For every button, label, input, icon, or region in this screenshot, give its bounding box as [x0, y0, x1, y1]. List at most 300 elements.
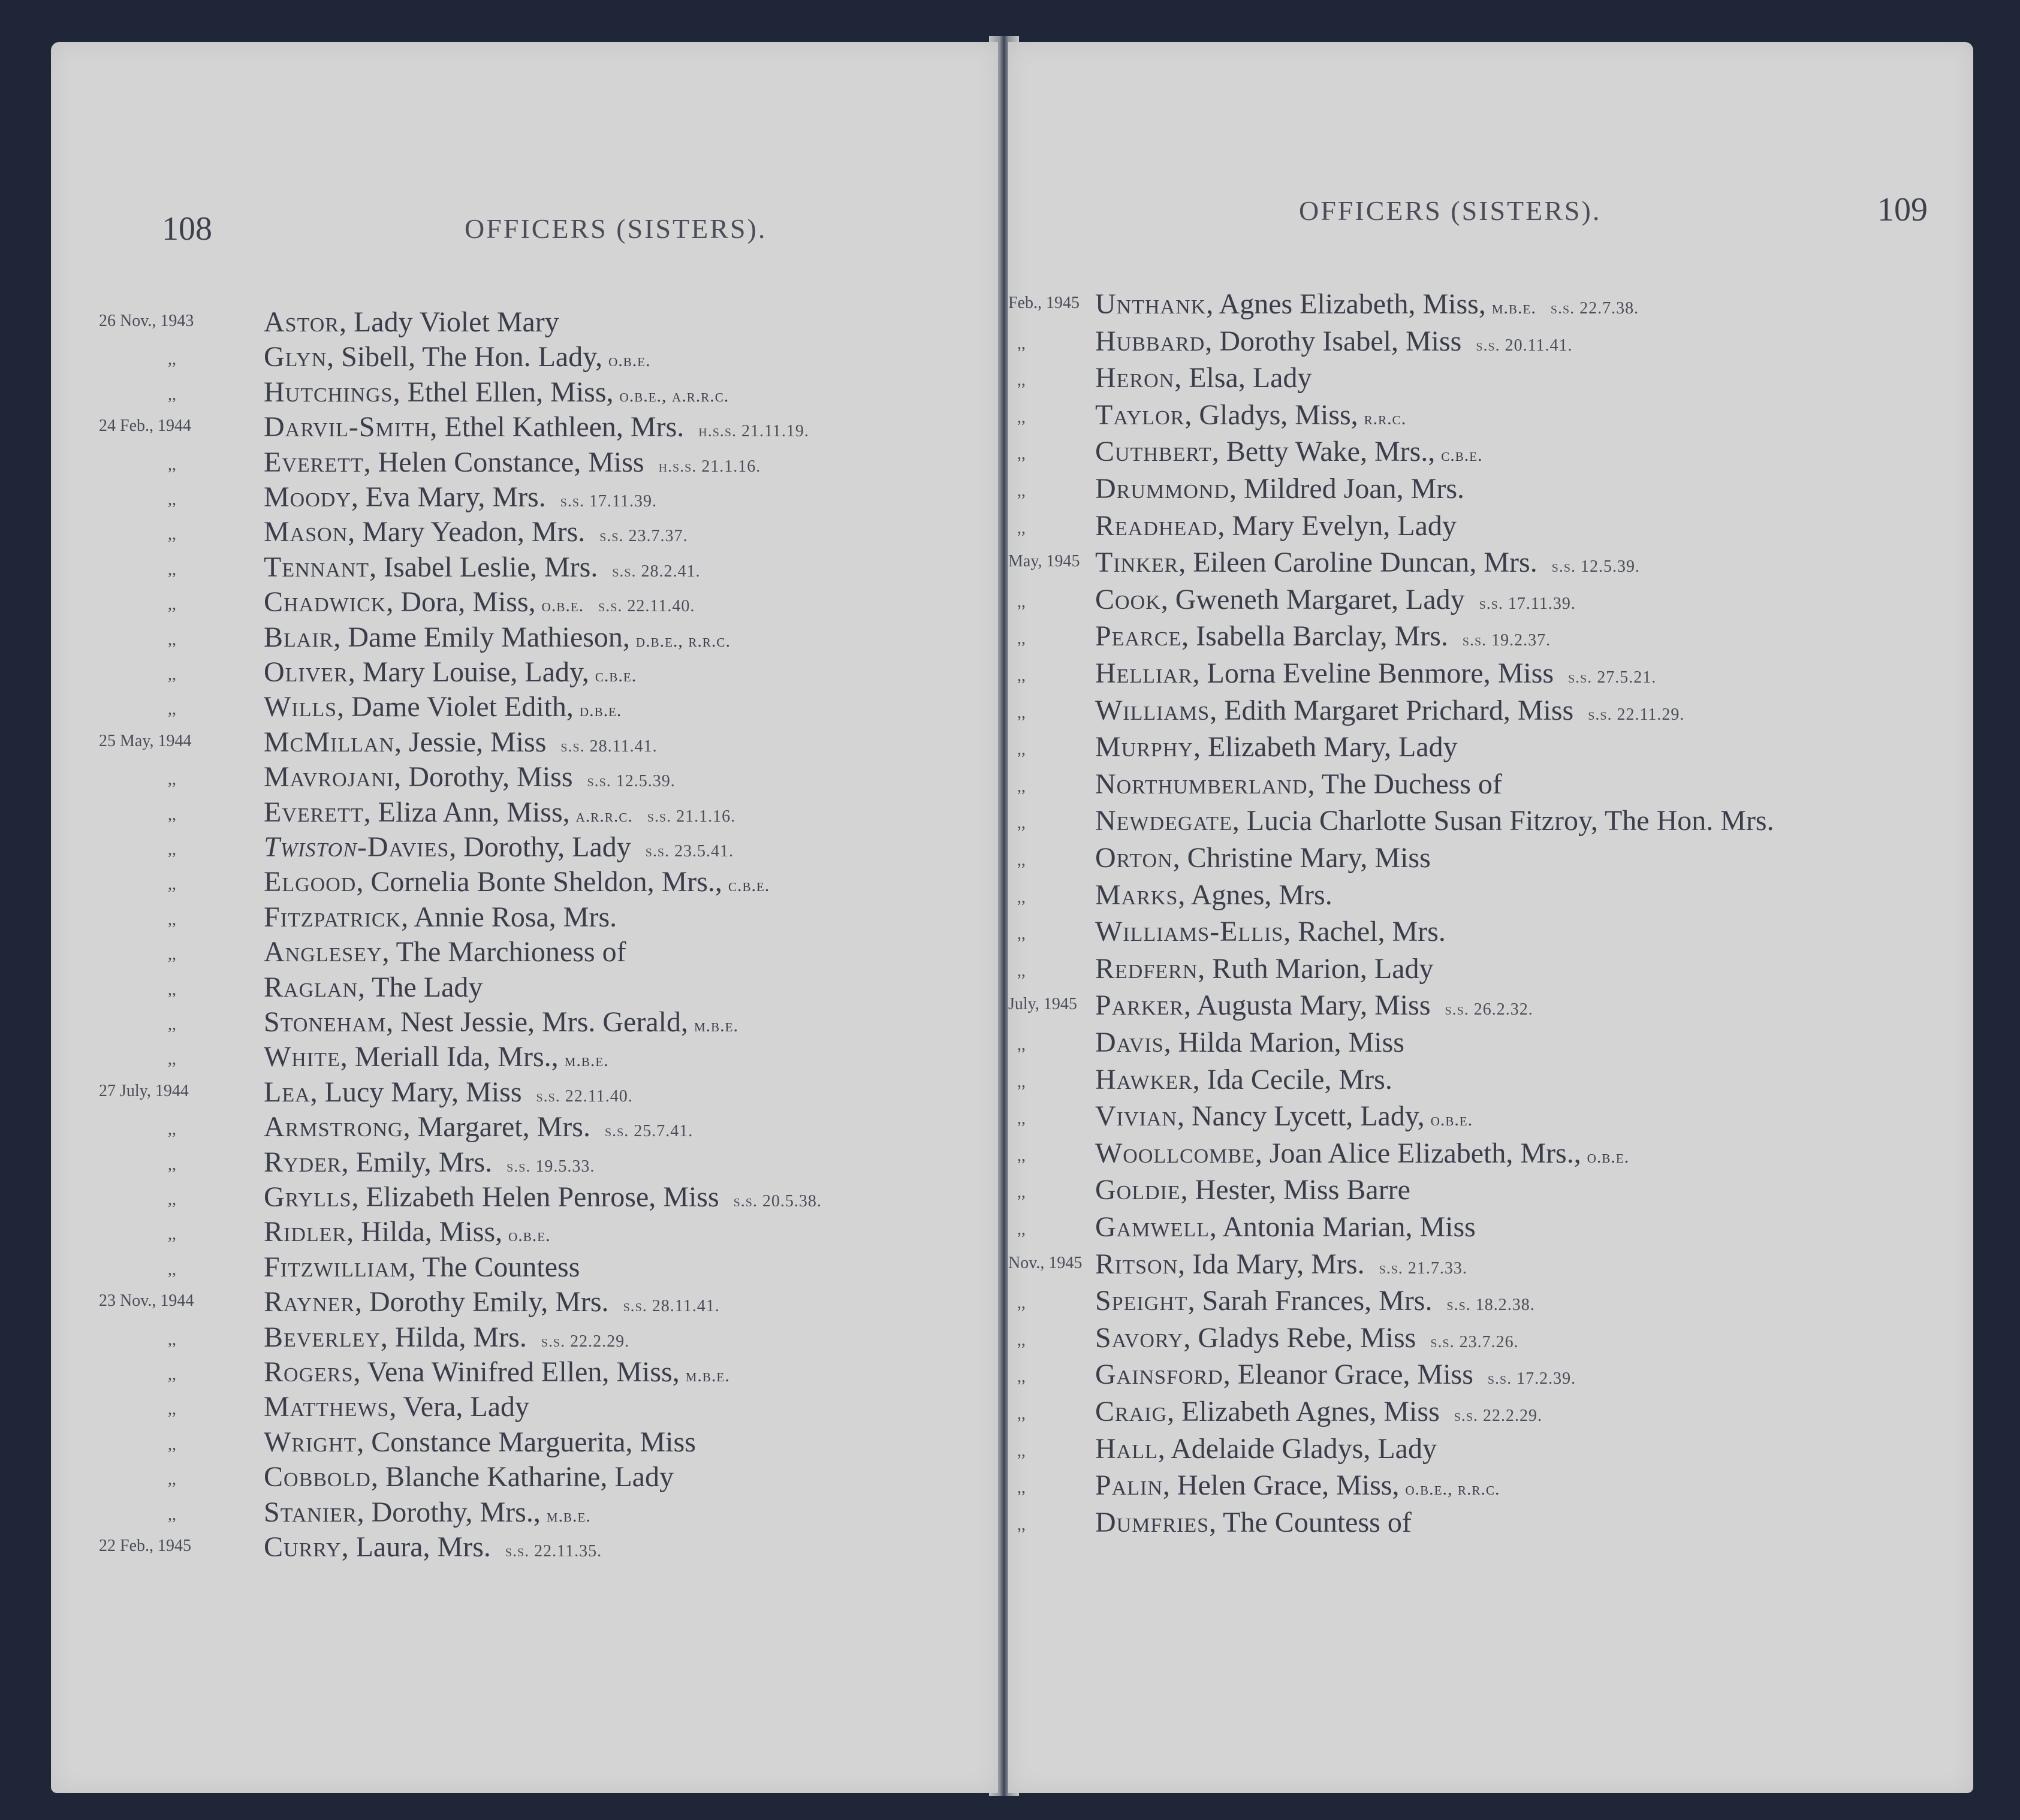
entry-name [264, 1496, 591, 1529]
entry-name [264, 515, 688, 548]
entry-name [264, 1531, 602, 1564]
entry-given-names: , Dorothy Emily, Mrs. [355, 1286, 609, 1318]
entry-given-names: , Gladys Rebe, Miss [1183, 1321, 1416, 1354]
entry-surname: Lea [264, 1076, 310, 1108]
entry-given-names: , Lady Violet Mary [339, 306, 559, 338]
entry-service-date: s.s. 28.11.41. [623, 1297, 720, 1316]
entry-date: ,, [168, 875, 176, 894]
entry-date: ,, [1017, 814, 1026, 833]
entry-date: ,, [168, 945, 176, 964]
entry-date: ,, [168, 1190, 176, 1209]
entry-date: ,, [168, 1260, 176, 1279]
entry-given-names: , The Duchess of [1307, 768, 1502, 800]
page-number: 108 [162, 210, 212, 248]
entry-service-date: s.s. 22.11.35. [505, 1542, 602, 1561]
entry-date: ,, [1017, 445, 1026, 464]
entry-name [264, 1321, 629, 1354]
entry-surname: Matthews [264, 1391, 390, 1423]
entry-given-names: , Dorothy Isabel, Miss [1205, 325, 1462, 357]
entry-given-names: , Eleanor Grace, Miss [1223, 1359, 1473, 1391]
entry-date: ,, [168, 350, 176, 369]
entry-name [1095, 1026, 1404, 1059]
entry-date: July, 1945 [1008, 995, 1077, 1014]
entry-name [1095, 620, 1551, 653]
entry-name [264, 1460, 674, 1493]
entry-honours: d.b.e. [579, 701, 622, 721]
entry-name [264, 1215, 551, 1248]
entry-surname: Savory [1095, 1321, 1184, 1354]
entry-honours: d.b.e., r.r.c. [635, 630, 731, 651]
entry-given-names: , Annie Rosa, Mrs. [401, 901, 617, 933]
entry-surname: Curry [264, 1531, 342, 1563]
entry-given-names: , Gladys, Miss, [1184, 399, 1358, 431]
entry-surname: Gamwell [1095, 1211, 1210, 1243]
entry-surname: Newdegate [1095, 805, 1232, 837]
entry-date: ,, [1017, 482, 1026, 500]
entry-list [1008, 42, 1973, 1793]
entry-given-names: , Dorothy, Miss [394, 761, 573, 793]
entry-service-date: s.s. 23.5.41. [645, 842, 734, 861]
entry-name [1095, 1395, 1542, 1428]
entry-service-date: s.s. 21.1.16. [647, 807, 736, 826]
entry-given-names: , Jessie, Miss [394, 726, 547, 758]
entry-given-names: , Ida Cecile, Mrs. [1192, 1063, 1392, 1095]
entry-service-date: s.s. 28.2.41. [612, 562, 701, 581]
entry-name [264, 376, 729, 409]
entry-honours: m.b.e. [564, 1051, 609, 1071]
entry-surname: Moody [264, 481, 351, 513]
entry-surname: Cuthbert [1095, 436, 1212, 468]
entry-date: ,, [1017, 961, 1026, 980]
entry-given-names: , Gweneth Margaret, Lady [1160, 583, 1465, 615]
entry-service-date: h.s.s. 21.1.16. [658, 457, 761, 476]
entry-service-date: s.s. 25.7.41. [604, 1122, 694, 1141]
entry-surname: Blair [264, 621, 334, 653]
entry-service-date: s.s. 12.5.39. [587, 772, 676, 791]
entry-surname: White [264, 1041, 340, 1073]
entry-name [264, 621, 731, 654]
entry-surname: Rayner [264, 1286, 355, 1318]
entry-surname: Wills [264, 691, 337, 723]
entry-surname: Armstrong [264, 1111, 403, 1143]
entry-given-names: , Margaret, Mrs. [403, 1111, 590, 1143]
entry-given-names: , Dorothy, Lady [449, 831, 631, 863]
entry-name [1095, 399, 1406, 431]
entry-name [1095, 1469, 1500, 1502]
entry-given-names: , Hilda, Mrs. [380, 1321, 527, 1353]
entry-honours: o.b.e. [1587, 1146, 1630, 1167]
entry-date: ,, [1017, 1072, 1026, 1091]
entry-service-date: s.s. 22.11.29. [1588, 705, 1685, 724]
entry-date: ,, [1017, 1515, 1026, 1534]
entry-given-names: , Laura, Mrs. [341, 1531, 491, 1563]
entry-surname: Davis [1095, 1027, 1164, 1058]
entry-surname: Williams [1095, 694, 1210, 726]
entry-surname: Hall [1095, 1432, 1158, 1465]
entry-name [1095, 435, 1483, 468]
entry-surname: Mavrojani [264, 761, 394, 793]
entry-date: ,, [168, 560, 176, 579]
entry-date: ,, [168, 700, 176, 719]
entry-date: ,, [1017, 666, 1026, 685]
entry-date: ,, [1017, 1109, 1026, 1128]
entry-date: ,, [168, 980, 176, 999]
entry-name [264, 1356, 730, 1389]
entry-row [51, 936, 998, 977]
entry-date: ,, [1017, 925, 1026, 944]
entry-given-names: , Meriall Ida, Mrs., [340, 1041, 559, 1073]
entry-honours: o.b.e. [608, 351, 651, 371]
entry-surname: Cobbold [264, 1461, 371, 1493]
entry-honours: m.b.e. [1491, 298, 1536, 318]
entry-date: Feb., 1945 [1008, 294, 1080, 312]
page-number: 109 [1877, 191, 1928, 228]
entry-given-names: , Mary Louise, Lady, [348, 656, 589, 688]
entry-given-names: , Joan Alice Elizabeth, Mrs., [1255, 1137, 1581, 1169]
entry-honours: r.r.c. [1364, 408, 1407, 428]
entry-surname: Speight [1095, 1285, 1188, 1317]
entry-service-date: s.s. 22.7.38. [1550, 299, 1639, 318]
entry-date: ,, [168, 840, 176, 859]
entry-name [264, 481, 657, 514]
entry-date: ,, [1017, 1330, 1026, 1350]
entry-date: ,, [168, 1505, 176, 1524]
entry-name [264, 1251, 580, 1284]
entry-name [264, 1110, 693, 1143]
entry-name [264, 1076, 633, 1109]
entry-date: ,, [1017, 371, 1026, 390]
entry-name [1095, 841, 1431, 874]
entry-service-date: s.s. 19.2.37. [1462, 631, 1551, 650]
entry-given-names: , Nest Jessie, Mrs. Gerald, [386, 1006, 688, 1038]
entry-name [1095, 1173, 1410, 1206]
entry-given-names: , Ida Mary, Mrs. [1178, 1248, 1365, 1280]
entry-name [1095, 325, 1573, 358]
entry-given-names: , The Countess [408, 1251, 580, 1283]
entry-date: Nov., 1945 [1008, 1253, 1083, 1272]
entry-surname: Stoneham [264, 1006, 387, 1038]
entry-date: ,, [168, 1330, 176, 1349]
entry-surname: Drummond [1095, 473, 1230, 505]
entry-date: ,, [1017, 1368, 1026, 1387]
entry-name [264, 971, 483, 1004]
entry-row [1008, 1506, 1973, 1548]
entry-surname: Chadwick [264, 586, 387, 618]
entry-given-names: , Hilda Marion, Miss [1163, 1027, 1404, 1058]
entry-name [1095, 989, 1533, 1022]
entry-name [264, 1285, 720, 1318]
entry-name [1095, 1358, 1576, 1391]
entry-surname: Anglesey [264, 936, 382, 968]
entry-given-names: , Lucy Mary, Miss [310, 1076, 522, 1108]
entry-given-names: , Rachel, Mrs. [1283, 916, 1446, 948]
entry-name [264, 831, 734, 864]
entry-honours: c.b.e. [595, 666, 637, 686]
entry-surname-suffix: -Davies [357, 831, 450, 863]
entry-given-names: , Ruth Marion, Lady [1198, 952, 1434, 985]
entry-surname: Twiston [264, 831, 357, 863]
entry-service-date: s.s. 23.7.26. [1430, 1332, 1519, 1351]
entry-date: ,, [168, 630, 176, 649]
entry-name [1095, 1248, 1467, 1281]
entry-date: ,, [1017, 1478, 1026, 1498]
entry-surname: Stanier [264, 1496, 357, 1528]
entry-surname: Northumberland [1095, 768, 1308, 800]
entry-name [1095, 546, 1640, 579]
entry-surname: Ryder [264, 1146, 342, 1178]
entry-date: 24 Feb., 1944 [99, 416, 191, 436]
entry-name [1095, 915, 1446, 948]
entry-name [264, 585, 695, 618]
entry-name [1095, 1321, 1519, 1354]
entry-surname: Readhead [1095, 509, 1218, 542]
entry-date: ,, [1017, 1036, 1026, 1054]
entry-given-names: , Elsa, Lady [1174, 362, 1312, 394]
entry-service-date: s.s. 28.11.41. [560, 737, 658, 756]
entry-service-date: s.s. 20.5.38. [733, 1192, 822, 1211]
entry-service-date: s.s. 17.11.39. [560, 492, 657, 511]
entry-name [264, 1390, 529, 1423]
entry-given-names: , Agnes Elizabeth, Miss, [1206, 288, 1486, 320]
entry-given-names: , Dame Violet Edith, [337, 691, 574, 723]
entry-date: 22 Feb., 1945 [99, 1537, 191, 1555]
entry-surname: Tinker [1095, 547, 1179, 579]
entry-service-date: s.s. 17.2.39. [1487, 1369, 1576, 1389]
entry-surname: McMillan [264, 726, 395, 758]
entry-given-names: , Ethel Ellen, Miss, [393, 376, 614, 408]
entry-name [264, 446, 761, 479]
entry-name [264, 1146, 595, 1179]
entry-surname: Pearce [1095, 620, 1182, 653]
entry-given-names: , Elizabeth Agnes, Miss [1167, 1396, 1440, 1427]
entry-given-names: , The Lady [358, 971, 483, 1003]
entry-given-names: , Hester, Miss Barre [1180, 1174, 1410, 1206]
entry-surname: Hubbard [1095, 325, 1205, 357]
entry-given-names: , Vena Winifred Ellen, Miss, [353, 1356, 680, 1388]
entry-surname: Unthank [1095, 288, 1207, 320]
entry-date: ,, [168, 1365, 176, 1384]
entry-name [264, 306, 559, 339]
entry-date: ,, [1017, 1405, 1026, 1423]
entry-service-date: s.s. 18.2.38. [1446, 1296, 1535, 1315]
entry-given-names: , Elizabeth Helen Penrose, Miss [351, 1181, 719, 1213]
entry-surname: Beverley [264, 1321, 381, 1353]
entry-service-date: s.s. 27.5.21. [1568, 668, 1657, 687]
entry-surname: Elgood [264, 866, 357, 898]
entry-surname: Tennant [264, 551, 370, 583]
left-page [51, 42, 998, 1793]
entry-surname: Hawker [1095, 1063, 1193, 1095]
entry-given-names: , Betty Wake, Mrs., [1211, 436, 1436, 468]
entry-name [1095, 1063, 1392, 1096]
entry-name [1095, 509, 1457, 542]
entry-date: ,, [168, 1225, 176, 1244]
entry-name [264, 796, 735, 829]
entry-given-names: , Vera, Lady [389, 1391, 530, 1423]
entry-given-names: , Dorothy, Mrs., [357, 1496, 541, 1528]
entry-date: ,, [168, 770, 176, 789]
entry-date: ,, [168, 1400, 176, 1419]
entry-surname: Glyn [264, 341, 327, 373]
entry-date: ,, [1017, 1220, 1026, 1239]
entry-surname: Hutchings [264, 376, 393, 408]
entry-given-names: , Augusta Mary, Miss [1183, 989, 1431, 1022]
entry-service-date: s.s. 22.11.40. [598, 597, 695, 616]
entry-name [1095, 804, 1774, 837]
entry-date: May, 1945 [1008, 552, 1080, 571]
entry-date: ,, [168, 595, 176, 614]
page-header: OFFICERS (SISTERS). [465, 213, 767, 244]
entry-date: ,, [1017, 629, 1026, 648]
entry-surname: Wright [264, 1426, 357, 1458]
entry-name [1095, 1506, 1412, 1539]
entry-date: ,, [168, 1050, 176, 1069]
entry-name [1095, 361, 1312, 394]
entry-honours: o.b.e. [508, 1226, 551, 1246]
entry-name [1095, 731, 1458, 763]
entry-surname: Orton [1095, 842, 1173, 874]
entry-given-names: , Lorna Eveline Benmore, Miss [1192, 657, 1554, 689]
entry-given-names: , Christine Mary, Miss [1172, 842, 1431, 874]
entry-date: ,, [1017, 703, 1026, 722]
entry-name [1095, 472, 1464, 505]
entry-given-names: , Edith Margaret Prichard, Miss [1210, 694, 1574, 726]
entry-name [1095, 288, 1639, 321]
entry-surname: Everett [264, 446, 364, 478]
entry-honours: o.b.e., r.r.c. [1405, 1479, 1500, 1499]
entry-date: ,, [168, 490, 176, 509]
entry-date: ,, [1017, 1441, 1026, 1460]
entry-name [264, 935, 626, 968]
entry-surname: Redfern [1095, 952, 1198, 985]
entry-name [264, 760, 676, 793]
entry-given-names: , Isabel Leslie, Mrs. [369, 551, 598, 583]
entry-surname: Rogers [264, 1356, 354, 1388]
entry-given-names: , Lucia Charlotte Susan Fitzroy, The Hon. Mrs. [1232, 805, 1774, 837]
entry-given-names: , Adelaide Gladys, Lady [1157, 1432, 1437, 1465]
entry-given-names: , Dame Emily Mathieson, [333, 621, 630, 653]
entry-service-date: h.s.s. 21.11.19. [698, 422, 809, 441]
entry-date: ,, [168, 910, 176, 929]
entry-date: ,, [168, 1120, 176, 1139]
entry-service-date: s.s. 22.11.40. [536, 1086, 633, 1106]
entry-date: ,, [1017, 1183, 1026, 1202]
entry-given-names: , Cornelia Bonte Sheldon, Mrs., [356, 866, 722, 898]
entry-given-names: , Sarah Frances, Mrs. [1187, 1285, 1433, 1317]
entry-surname: Oliver [264, 656, 348, 688]
entry-honours: m.b.e. [685, 1366, 730, 1386]
entry-name [1095, 879, 1332, 911]
entry-date: ,, [1017, 334, 1026, 353]
page-header: OFFICERS (SISTERS). [1299, 195, 1602, 226]
entry-surname: Heron [1095, 362, 1175, 394]
entry-name [264, 865, 770, 898]
entry-given-names: , Eileen Caroline Duncan, Mrs. [1178, 547, 1537, 579]
entry-name [264, 656, 637, 689]
entry-given-names: , Eliza Ann, Miss, [363, 796, 570, 828]
entry-honours: o.b.e. [541, 596, 584, 616]
entry-honours: o.b.e., a.r.r.c. [619, 385, 729, 406]
entry-given-names: , Antonia Marian, Miss [1209, 1211, 1476, 1243]
entry-date: ,, [1017, 777, 1026, 796]
right-page [1008, 42, 1973, 1793]
entry-given-names: , Isabella Barclay, Mrs. [1181, 620, 1448, 653]
entry-surname: Darvil-Smith [264, 411, 430, 443]
entry-service-date: s.s. 12.5.39. [1551, 557, 1640, 577]
entry-given-names: , Nancy Lycett, Lady, [1177, 1100, 1425, 1133]
entry-row [51, 1531, 998, 1572]
entry-name [1095, 1432, 1437, 1465]
entry-date: ,, [168, 1015, 176, 1034]
entry-name [1095, 1137, 1629, 1170]
entry-surname: Taylor [1095, 399, 1185, 431]
entry-surname: Palin [1095, 1469, 1163, 1502]
entry-surname: Gainsford [1095, 1359, 1223, 1391]
entry-service-date: s.s. 17.11.39. [1479, 594, 1576, 613]
entry-given-names: , Emily, Mrs. [341, 1146, 493, 1178]
entry-honours: m.b.e. [546, 1505, 591, 1526]
entry-given-names: , Dora, Miss, [386, 586, 536, 618]
entry-name [264, 1040, 609, 1073]
entry-name [1095, 1100, 1473, 1133]
entry-surname: Vivian [1095, 1100, 1177, 1133]
entry-honours: o.b.e. [1430, 1110, 1473, 1130]
entry-service-date: s.s. 19.5.33. [506, 1157, 595, 1176]
entry-honours: m.b.e. [694, 1016, 738, 1036]
entry-date: ,, [1017, 408, 1026, 427]
entry-name [1095, 657, 1656, 690]
entry-given-names: , Mildred Joan, Mrs. [1229, 473, 1464, 505]
entry-surname: Helliar [1095, 657, 1193, 689]
entry-surname: Fitzwilliam [264, 1251, 409, 1283]
entry-given-names: , Mary Yeadon, Mrs. [348, 516, 586, 548]
entry-surname: Woollcombe [1095, 1137, 1255, 1169]
entry-name [1095, 583, 1576, 616]
entry-honours: a.r.r.c. [575, 805, 633, 826]
entry-date: ,, [1017, 1146, 1026, 1165]
entry-given-names: , Hilda, Miss, [346, 1216, 503, 1248]
entry-date: ,, [168, 1155, 176, 1174]
entry-service-date: s.s. 22.2.29. [1454, 1406, 1542, 1425]
entry-surname: Cook [1095, 583, 1161, 615]
entry-service-date: s.s. 23.7.37. [599, 527, 688, 546]
entry-date: ,, [1017, 1294, 1026, 1313]
entry-date: 27 July, 1944 [99, 1081, 189, 1100]
entry-given-names: , Helen Constance, Miss [363, 446, 644, 478]
entry-name [1095, 1284, 1535, 1317]
entry-surname: Ridler [264, 1216, 347, 1248]
entry-date: ,, [1017, 740, 1026, 759]
entry-given-names: , Elizabeth Mary, Lady [1193, 731, 1458, 763]
entry-name [264, 340, 651, 373]
entry-surname: Murphy [1095, 731, 1193, 763]
entry-surname: Raglan [264, 971, 358, 1003]
entry-service-date: s.s. 22.2.29. [541, 1332, 630, 1351]
entry-date: ,, [168, 385, 176, 404]
entry-name [1095, 1211, 1476, 1243]
entry-given-names: , Mary Evelyn, Lady [1217, 509, 1457, 542]
entry-name [264, 551, 701, 584]
entry-name [1095, 694, 1684, 727]
entry-surname: Ritson [1095, 1248, 1178, 1280]
entry-surname: Parker [1095, 989, 1184, 1022]
entry-date: ,, [1017, 888, 1026, 907]
entry-given-names: , The Marchioness of [382, 936, 626, 968]
entry-name [1095, 768, 1502, 801]
entry-service-date: s.s. 20.11.41. [1476, 336, 1573, 355]
entry-surname: Williams-Ellis [1095, 916, 1284, 948]
entry-list [51, 42, 998, 1793]
